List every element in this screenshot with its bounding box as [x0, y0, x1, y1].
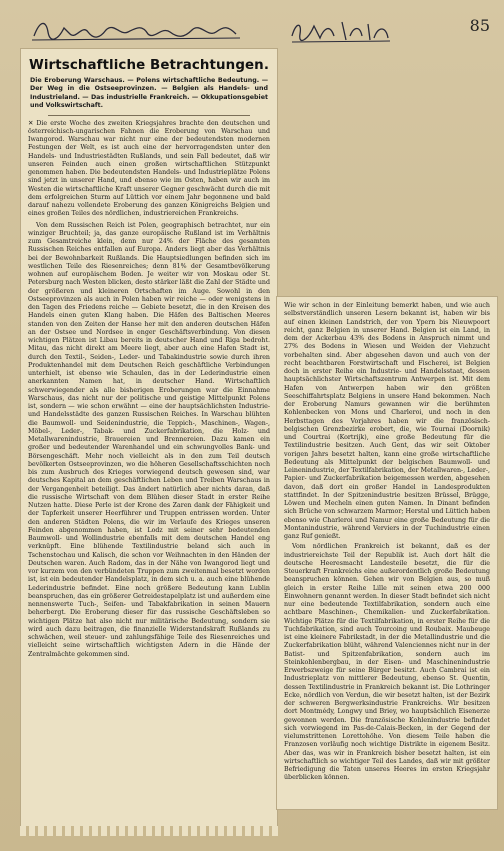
- article-clipping-column-1: [20, 48, 278, 832]
- torn-edge: [20, 826, 278, 836]
- paragraph: Von dem Russischen Reich ist Polen, geographisch betrachtet, nur ein winziger Bruchteil; ja, das ganze europäische Rußland ist im Verhältnis zum Gesamtreiche klein, denn nur 24% der Fläche des gesamten Russischen Reiches entfallen auf Europa. Anders liegt aber das Verhältnis bei der Bewohnbarkeit Rußlands. Die Hauptsiedlungen befinden sich im westlichen Teile des Riesenreiches; denn 81% der Gesamtbevölkerung wohnen auf europäischem Boden. Je weiter wir von Moskau oder St. Petersburg nach Westen blicken, desto stärker läßt die Zahl der Städte und der größeren und kleineren Ortschaften im Auge. Sowohl in den Ostseeprovinzen als auch in Polen haben wir reiche — oder wenigstens in den Tagen des Friedens reiche — Gebiete besetzt, die in den Kreisen des Handels einen guten Klang haben. Die Häfen des Baltischen Meeres standen von den Zeiten der Hanse her mit den anderen deutschen Häfen an der Ostsee und Nordsee in enger Geschäftsverbindung. Von diesen wichtigen Plätzen ist Libau bereits in deutscher Hand und Riga bedroht. Mitau, das nicht direkt am Meere liegt, aber auch eine Hafen Stadt ist, durch den Textil-, Seiden-, Leder- und Tabakindustrie sowie durch ihren Produktenhandel mit dem Deutschen Reich geschäftliche Verbindungen unterhielt, ist ebenso wie Schaulen, das in der Lederindustrie einen anerkannten Namen hat, in deutscher Hand. Wirtschaftlich schwerwiegender als alle bisherigen Eroberungen war die Einnahme Warschaus, das nicht nur der politische und geistige Mittelpunkt Polens ist, sondern — wie schon erwähnt — eine der hauptsächlichsten Industrie- und Handelsstädte des ganzen Russischen Reiches. In Warschau blühten die Baumwoll- und Seidenindustrie, die Teppich-, Maschinen-, Wagen-, Möbel-, Leder-, Tabak- und Zuckerfabrikation, die Holz- und Metallwarenindustrie, Brauereien und Brennereien. Dazu kamen ein großer und bedeutender Warenhandel und ein schwungvolles Bank- und Börsengeschäft. Mehr noch vielleicht als in den zum Teil deutsch bevölkerten Ostseeprovinzen, wo die höheren Gesellschaftsschichten noch bis zum Ausbruch des Krieges vorwiegend deutsch gewesen sind, war deutsches Kapital an dem geschäftlichen Leben und Treiben Warschaus in der Vergangenheit beteiligt. Das ändert natürlich aber nichts daran, daß die russische Wirtschaft von dem Blühen dieser Stadt in erster Reihe Nutzen hatte. Diese Perle ist der Krone des Zaren dank der Fähigkeit und der Tapferkeit unserer Heerführer und Truppen entrissen worden. Unter den anderen Städten Polens, die wir im Verlaufe des Krieges unseren Feinden abgenommen haben, ist Lodz mit seiner sehr bedeutenden Baumwoll- und Wollindustrie ebenfalls mit dem deutschen Handel eng verknüpft. Eine blühende Textilindustrie beland sich auch in Tschenstochau und Kalisch, die schon vor Weihnachten in den Händen der Deutschen waren. Auch Radom, das in der Nähe von Iwangorod liegt und vor kurzem von den verbündeten Truppen zum zweitenmal besetzt worden ist, ist ein bedeutender Handelsplatz, in dem sich u. a. auch eine blühende Lederindustrie befindet. Eine noch größere Bedeutung kann Lublin beanspruchen, das ein größerer Getreidestapelplatz ist und außerdem eine nennenswerte Tuch-, Seifen- und Tabakfabrikation in seinen Mauern beherbergt. Die Eroberung dieser für das russische Geschäftsleben so wichtigen Plätze hat also nicht nur militärische Bedeutung, sondern sie wird auch dazu beitragen, die finanzielle Widerstandskraft Rußlands zu schwächen, weil steuer- und zahlungsfähige Teile des Riesenreiches und vielleicht seine wirtschaftlich wichtigsten Adern in die Hände der Zentralmächte gekommen sind.: [28, 221, 270, 658]
- paragraph: ✕ Die erste Woche des zweiten Kriegsjahres brachte den deutschen und österreichisch-ungarischen Fahnen die Eroberung von Warschau und Iwangorod. Warschau war nicht nur eine der bedeutendsten modernen Festungen der Welt, es ist auch eine der hervorragendsten unter den Handels- und Industriestädten Rußlands, und sein Fall bedeutet, daß wir unseren Feinden auch einen großen wirtschaftlichen Stützpunkt genommen haben. Die bedeutendsten Handels- und Industrieplätze Polens sind jetzt in unserer Hand, und ebenso wie im Osten, haben wir auch im Westen die wirtschaftliche Kraft unserer Gegner geschwächt durch die mit dem erfolgreichen Sturm auf Lüttich vor einem Jahr begonnene und bald darauf nahezu vollendete Eroberung des ganzen Königreichs Belgien und eines großen Teiles des nördlichen, industriereichen Frankreichs.: [28, 119, 270, 218]
- article-body-column-1: [28, 120, 270, 659]
- article-title: Wirtschaftliche Betrachtungen.: [28, 58, 270, 73]
- divider: [48, 115, 250, 116]
- paragraph: Vom nördlichen Frankreich ist bekannt, daß es der industriereichste Teil der Republik ist. Auch dort hält die deutsche Heeresmacht Landesteile besetzt, die für die Steuerkraft Frankreichs eine außerordentlich große Bedeutung beanspruchen können. Gehen wir von Belgien aus, so muß gleich in erster Reihe Lille mit seinen etwa 200 000 Einwohnern genannt werden. In dieser Stadt befindet sich nicht nur eine bedeutende Textilfabrikation, sondern auch eine achtbare Maschinen-, Chemikalien- und Zuckerfabrikation. Wichtige Plätze für die Textilfabrikation, in erster Reihe für die Tuchfabrikation, sind auch Tourcoing und Roubaix. Maubeuge ist eine kleinere Fabrikstadt, in der die Metallindustrie und die Zuckerfabrikation blüht, während Valenciennes nicht nur in der Batist- und Spitzenfabrikation, sondern auch im Steinkohlenbergbau, in der Eisen- und Maschinenindustrie Erwerbszweige für seine Bürger besitzt. Auch Cambrai ist ein Industrieplatz von mittlerer Bedeutung, ebenso St. Quentin, dessen Textilindustrie in Frankreich bekannt ist. Die Lothringer Ecke, nördlich von Verdun, die wir besetzt halten, ist der Bezirk der schweren Bergwerksindustrie Frankreichs. Wir besitzen dort Montmédy, Longwy und Briey, wo hauptsächlich Eisenerze gewonnen werden. Die französische Kohlenindustrie befindet sich vorwiegend im Pas-de-Calais-Becken, in der Gegend der vielumstrittenen Lorettohöhe. Von diesem Teile haben die Franzosen vorläufig noch wichtige Distrikte in eigenem Besitz. Aber das, was wir in Frankreich bisher besetzt halten, ist ein wirtschaftlich so wichtiger Teil des Landes, daß wir mit größter Befriedigung die Taten unseres Heeres im ersten Kriegsjahr überblicken können.: [284, 543, 490, 782]
- handwritten-source-note: [30, 10, 400, 50]
- article-clipping-column-2: [276, 296, 498, 810]
- article-body-column-2: [284, 302, 490, 783]
- page-number: 85: [469, 16, 490, 35]
- paragraph: Wie wir schon in der Einleitung bemerkt haben, und wie auch selbstverständlich unseren Lesern bekannt ist, haben wir bis auf einen kleinen Landstrich, der von Ypern bis Nieuwpoort reicht, ganz Belgien in unserer Hand. Belgien ist ein Land, in dem der Ackerbau 43% des Bodens in Anspruch nimmt und 27% des Bodens in Wiesen und Weiden der Viehzucht vorbehalten sind. Aber abgesehen davon und auch von der recht beachtbaren Forstwirtschaft und Fischerei, ist Belgien doch in erster Reihe ein Industrie- und Handelsstaat, dessen hauptsächlichster Wirtschaftszentrum Antwerpen ist. Mit dem Hafen von Antwerpen haben wir den größten Seeschiffahrtsplatz Belgiens in unsere Hand bekommen. Nach der Eroberung Namurs gewannen wir die berühmten Kohlenbecken von Mons und Charleroi, und noch in den Herbsttagen des Vorjahres haben wir die französisch-belgischen Grenzbezirke erobert, die, wie Tournai (Doornik) und Courtrai (Kortrijk), eine große Bedeutung für die Textilindustrie besitzen. Auch Gent, das wir seit Oktober vorigen Jahrs besetzt halten, kann eine große wirtschaftliche Bedeutung als Mittelpunkt der belgischen Baumwoll- und Leinenindustrie, der Textilfabrikation, der Metallwaren-, Leder-, Papier- und Zuckerfabrikation beigemessen werden, abgesehen davon, daß dort ein großer Handel in Landesprodukten stattfindet. In der Spitzenindustrie besitzen Brüssel, Brügge, Löwen und Mecheln einen guten Namen. In Dinant befinden sich Brüche von schwarzem Marmor; Herstal und Lüttich haben ebenso wie Charleroi und Namur eine große Bedeutung für die Montanindustrie, während Verviers in der Tuchindustrie einen ganz Ruf genießt.: [284, 302, 490, 540]
- article-subtitle: Die Eroberung Warschaus. — Polens wirtschaftliche Bedeutung. — Der Weg in die Ostseeprovinzen. — Belgien als Handels- und Industrieland. — Das industrielle Frankreich. — Okkupationsgebiet und Volkswirtschaft.: [30, 77, 268, 110]
